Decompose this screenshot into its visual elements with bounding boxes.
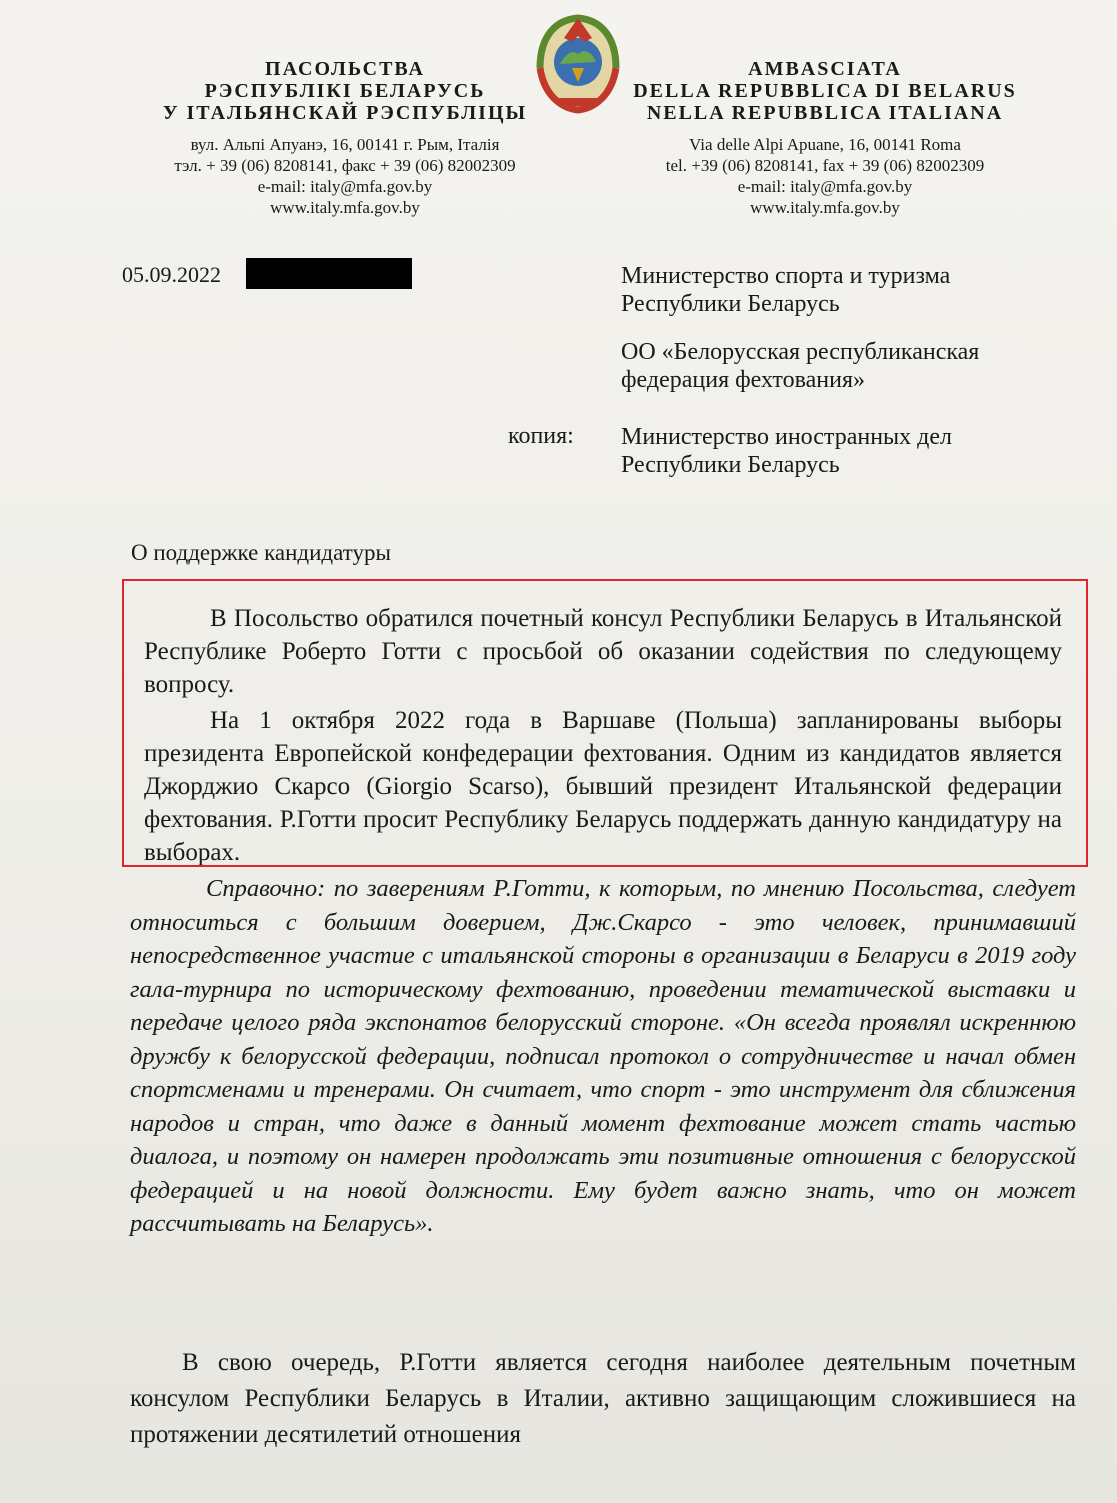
paragraph-4 bbox=[130, 1345, 1076, 1453]
highlight-annotation-box bbox=[122, 579, 1088, 867]
paragraph-1-text: В Посольство обратился почетный консул Республики Беларусь в Итальянской Республике Роберто Готти с просьбой об оказании содействия по следующему вопросу. bbox=[144, 605, 1062, 698]
addressee-fencing-federation-line1: ОО «Белорусская республиканская bbox=[621, 339, 980, 365]
header-left-line1: ПАСОЛЬСТВА bbox=[265, 58, 425, 80]
header-left-web: www.italy.mfa.gov.by bbox=[270, 198, 420, 217]
header-right-line2: DELLA REPUBBLICA DI BELARUS bbox=[633, 80, 1017, 102]
header-right-line3: NELLA REPUBBLICA ITALIANA bbox=[646, 102, 1004, 124]
header-right-address: Via delle Alpi Apuane, 16, 00141 Roma bbox=[689, 135, 961, 154]
copy-label: копия: bbox=[508, 423, 574, 449]
redaction-bar bbox=[246, 258, 412, 289]
header-right-line1: AMBASCIATA bbox=[748, 58, 902, 80]
addressee-ministry-sport bbox=[621, 262, 950, 318]
header-left-line3: У ІТАЛЬЯНСКАЙ РЭСПУБЛІЦЫ bbox=[162, 102, 528, 124]
addressee-fencing-federation-line2: федерация фехтования» bbox=[621, 367, 865, 393]
document-subject: О поддержке кандидатуры bbox=[131, 540, 391, 565]
header-italian bbox=[610, 58, 1040, 218]
header-belarusian bbox=[110, 58, 580, 218]
header-right-web: www.italy.mfa.gov.by bbox=[750, 198, 900, 217]
header-left-line2: РЭСПУБЛІКІ БЕЛАРУСЬ bbox=[204, 80, 486, 102]
addressee-fencing-federation bbox=[621, 338, 979, 394]
addressee-foreign-ministry bbox=[621, 423, 952, 479]
header-left-phone: тэл. + 39 (06) 8208141, факс + 39 (06) 82002309 bbox=[174, 156, 516, 175]
header-left-email: e-mail: italy@mfa.gov.by bbox=[257, 177, 433, 196]
addressee-foreign-ministry-line1: Министерство иностранных дел bbox=[621, 424, 952, 450]
paragraph-3-reference bbox=[130, 872, 1076, 1241]
addressee-ministry-sport-line2: Республики Беларусь bbox=[621, 291, 840, 317]
header-right-phone: tel. +39 (06) 8208141, fax + 39 (06) 82002309 bbox=[665, 156, 985, 175]
paragraph-2-text: На 1 октября 2022 года в Варшаве (Польша) запланированы выборы президента Европейской конфедерации фехтования. Одним из кандидатов является Джорджио Скарсо (Giorgio Scarso), бывший президент Итальянской федерации фехтования. Р.Готти просит Республику Беларусь поддержать данную кандидатуру на выборах. bbox=[144, 707, 1062, 866]
paragraph-4-text: В свою очередь, Р.Готти является сегодня наиболее деятельным почетным консулом Республики Беларусь в Италии, активно защищающим сложившиеся на протяжении десятилетий отношения bbox=[130, 1349, 1076, 1448]
document-date: 05.09.2022 bbox=[122, 262, 221, 287]
header-right-email: e-mail: italy@mfa.gov.by bbox=[737, 177, 913, 196]
header-left-address: вул. Альпі Апуанэ, 16, 00141 г. Рым, Італія bbox=[190, 135, 500, 154]
addressee-foreign-ministry-line2: Республики Беларусь bbox=[621, 452, 840, 478]
addressee-ministry-sport-line1: Министерство спорта и туризма bbox=[621, 263, 951, 289]
paragraph-3-text: Справочно: по заверениям Р.Готти, к которым, по мнению Посольства, следует относиться с большим доверием, Дж.Скарсо - это человек, принимавший непосредственное участие с итальянской стороны в организации в Беларуси в 2019 году гала-турнира по историческому фехтованию, проведении тематической выставки и передаче целого ряда экспонатов белорусский стороне. «Он всегда проявлял искреннюю дружбу к белорусской федерации, подписал протокол о сотрудничестве и начал обмен спортсменами и тренерами. Он считает, что спорт - это инструмент для сближения народов и стран, что даже в данный момент фехтование может стать частью диалога, и поэтому он намерен продолжать эти позитивные отношения с белорусской федерацией и на новой должности. Ему будет важно знать, что он может рассчитывать на Беларусь». bbox=[130, 875, 1076, 1237]
